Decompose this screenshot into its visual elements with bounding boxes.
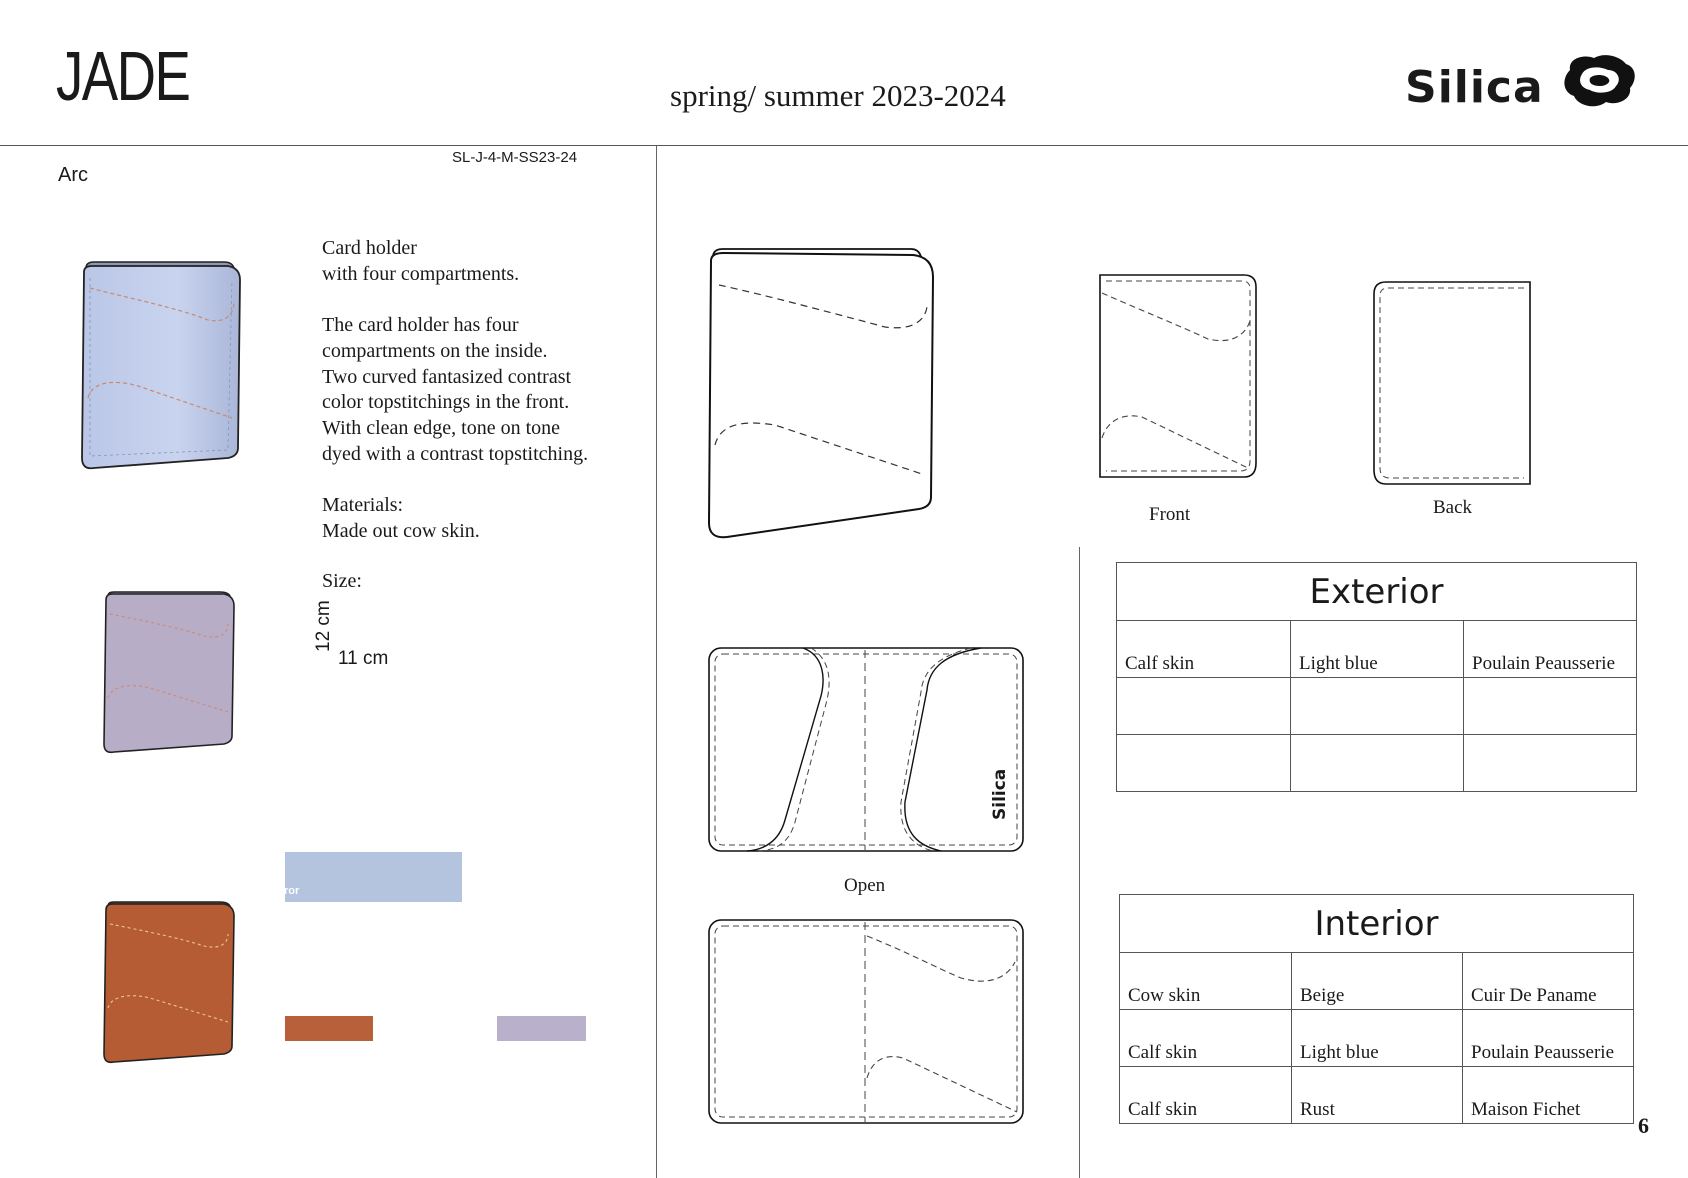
open-view-label: Open [844,875,886,896]
description-intro: Card holder with four compartments. [322,237,520,285]
technical-drawing-open [707,646,1025,854]
product-code: SL-J-4-M-SS23-24 [452,149,578,166]
exterior-color [1291,735,1464,792]
exterior-title: Exterior [1117,563,1637,621]
swatch-rust [285,1016,373,1041]
exterior-supplier: Poulain Peausserie [1464,621,1637,678]
interior-color: Light blue [1292,1010,1463,1067]
interior-title: Interior [1120,895,1634,953]
interior-supplier: Maison Fichet [1463,1067,1634,1124]
technical-drawing-front [1098,273,1258,479]
interior-material: Calf skin [1120,1010,1292,1067]
header-divider [0,145,1688,146]
table-row [1117,678,1637,735]
swatch-light-blue [285,852,462,902]
technical-drawing-perspective [705,245,940,540]
description-detail: The card holder has four compartments on the inside. Two curved fantasized contrast color topstitchings in the front. With clean edge, tone on tone dyed with a contrast topstitching. [322,314,589,465]
exterior-material [1117,678,1291,735]
technical-drawing-inside [707,918,1025,1126]
interior-material: Calf skin [1120,1067,1292,1124]
exterior-color: Light blue [1291,621,1464,678]
interior-color: Rust [1292,1067,1463,1124]
technical-drawing-back [1372,280,1532,486]
size-height: 12 cm [313,600,334,652]
table-row [1117,735,1637,792]
table-row [1120,1067,1634,1124]
interior-materials-table [1119,894,1634,1124]
exterior-material [1117,735,1291,792]
exterior-color [1291,678,1464,735]
stone-logo-icon [1560,52,1638,110]
interior-supplier: Poulain Peausserie [1463,1010,1634,1067]
interior-supplier: Cuir De Paname [1463,953,1634,1010]
size-width: 11 cm [338,648,389,669]
cardholder-light-blue-illustration [78,258,248,473]
cardholder-rust-illustration [100,898,240,1068]
product-description [322,236,642,570]
cardholder-lilac-illustration [100,588,240,758]
exterior-materials-table [1116,562,1637,792]
table-row [1120,1010,1634,1067]
season-title: spring/ summer 2023-2024 [670,78,1006,113]
column-divider-left [656,146,657,1178]
table-row [1117,621,1637,678]
exterior-material: Calf skin [1117,621,1291,678]
column-divider-right [1079,547,1080,1178]
interior-color: Beige [1292,953,1463,1010]
table-row [1120,953,1634,1010]
description-materials: Materials: Made out cow skin. [322,494,480,542]
page-number: 6 [1638,1113,1649,1138]
back-view-label: Back [1433,497,1473,518]
size-label: Size: [322,570,362,592]
exterior-supplier [1464,678,1637,735]
interior-material: Cow skin [1120,953,1292,1010]
swatch-lilac [497,1016,586,1041]
logo-wordmark: Silica [1405,62,1544,113]
open-view-brand-mark: Silica [990,768,1010,820]
brand-name: JADE [56,37,190,115]
exterior-supplier [1464,735,1637,792]
front-view-label: Front [1149,504,1191,525]
model-name: Arc [58,164,88,186]
swatch-label-fragment: ror [284,885,300,897]
